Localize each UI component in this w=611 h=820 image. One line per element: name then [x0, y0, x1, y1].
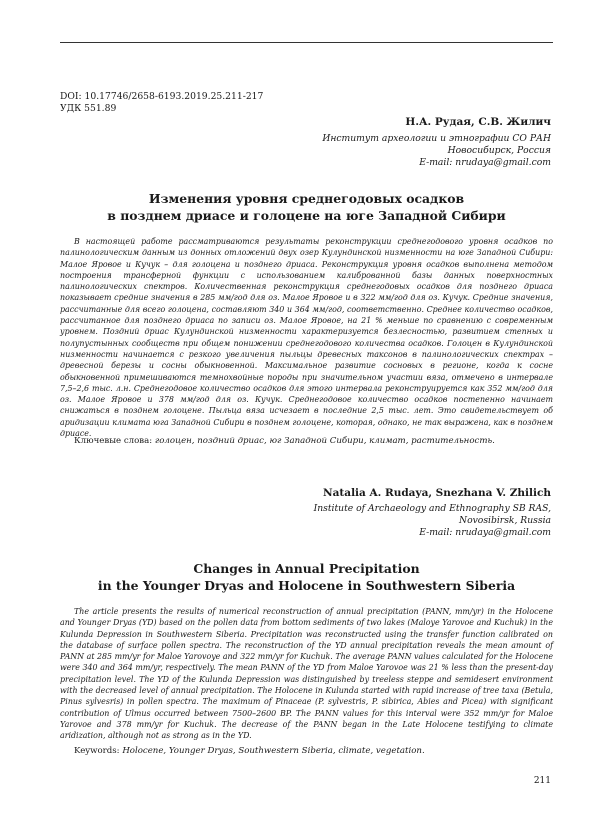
- title-en-line: Changes in Annual Precipitation: [193, 561, 420, 576]
- affiliation-en-line: Novosibirsk, Russia: [459, 515, 551, 526]
- affiliation-ru-line: Институт археологии и этнографии СО РАН: [322, 133, 551, 144]
- authors-en: Natalia A. Rudaya, Snezhana V. Zhilich: [323, 487, 551, 499]
- title-ru: [60, 190, 553, 224]
- udk: УДК 551.89: [60, 103, 117, 114]
- keywords-en: [74, 746, 553, 757]
- affiliation-en: [314, 503, 551, 539]
- keywords-en-values: Holocene, Younger Dryas, Southwestern Siberia, climate, vegetation.: [122, 746, 425, 756]
- keywords-ru-values: голоцен, поздний дриас, юг Западной Сибири, климат, растительность.: [154, 436, 495, 446]
- header-rule: [60, 42, 553, 43]
- authors-ru: Н.А. Рудая, С.В. Жилич: [405, 116, 551, 128]
- page-number: 211: [533, 776, 551, 786]
- abstract-en: The article presents the results of numerical reconstruction of annual precipitation (PANN, mm/yr) in the Holocene and Younger Dryas (YD) based on the pollen data from bottom sediments of two lakes (Maloye Yarovoe and Kuchuk) in the Kulunda Depression in Southwestern Siberia. Precipitation was reconstructed using the transfer function calibrated on the database of surface pollen spectra. The reconstruction of the YD annual precipitation reveals the mean amount of PANN at 285 mm/yr for Maloe Yarovoye and 322 mm/yr for Kuchuk. The average PANN values calculated for the Holocene were 340 and 364 mm/yr, respectively. The mean PANN of the YD from Maloe Yarovoe was 21 % less than the present-day precipitation level. The YD of the Kulunda Depression was distinguished by treeless steppe and semidesert environment with the decreased level of annual precipitation. The Holocene in Kulunda started with rapid increase of tree taxa (Betula, Pinus sylvesris) in pollen spectra. The maximum of Pinaceae (P. sylvestris, P. sibirica, Abies and Picea) with significant contribution of Ulmus occurred between 7500–2600 BP. The PANN values for this interval were 352 mm/yr for Maloe Yarovoe and 378 mm/yr for Kuchuk. The decrease of the PANN began in the Late Holocene testifying to climate aridization, although not as strong as in the YD.: [60, 607, 553, 741]
- title-ru-line: Изменения уровня среднегодовых осадков: [148, 191, 465, 206]
- title-en-line: in the Younger Dryas and Holocene in Southwestern Siberia: [97, 578, 516, 593]
- affiliation-ru-line: Новосибирск, Россия: [447, 145, 551, 156]
- affiliation-ru-line: E-mail: nrudaya@gmail.com: [419, 157, 551, 168]
- affiliation-en-line: Institute of Archaeology and Ethnography SB RAS,: [313, 503, 551, 514]
- title-ru-line: в позднем дриасе и голоцене на юге Западной Сибири: [107, 208, 506, 223]
- affiliation-en-line: E-mail: nrudaya@gmail.com: [419, 527, 551, 538]
- affiliation-ru: [322, 133, 551, 169]
- title-en: [60, 560, 553, 594]
- keywords-ru-label: Ключевые слова:: [74, 436, 153, 446]
- abstract-ru: В настоящей работе рассматриваются результаты реконструкции среднегодового уровня осадков по палинологическим данным из донных отложений двух озер Кулундинской низменности на юге Западной Сибири: Малое Яровое и Кучук – для голоцена и позднего дриаса. Реконструкция уровня осадков выполнена методом построения трансферной функции с использованием калиброванной базы данных поверхностных палинологических спектров. Количественная реконструкция среднегодовых осадков для позднего дриаса показывает средние значения в 285 мм/год для оз. Малое Яровое и в 322 мм/год для оз. Кучук. Средние значения, рассчитанные для всего голоцена, составляют 340 и 364 мм/год, соответственно. Среднее количество осадков, рассчитанное для позднего дриаса по записи оз. Малое Яровое, на 21 % меньше по сравнению с современным уровнем. Поздний дриас Кулундинской низменности характеризуется безлесностью, развитием степных и полупустынных сообществ при общем понижении среднегодового количества осадков. Голоцен в Кулундинской низменности начинается с резкого увеличения пыльцы древесных таксонов в палинологических спектрах – древесной березы и сосны обыкновенной. Максимальное развитие сосновых в регионе, когда к сосне обыкновенной примешиваются темнохвойные породы при значительном участии вяза, отмечено в интервале 7,5–2,6 тыс. л.н. Среднегодовое количество осадков для этого интервала реконструируется как 352 мм/год для оз. Малое Яровое и 378 мм/год для оз. Кучук. Среднегодовое количество осадков постепенно начинает снижаться в позднем голоцене. Пыльца вяза исчезает в последние 2,5 тыс. лет. Это свидетельствует об аридизации климата юга Западной Сибири в позднем голоцене, которая, однако, не так выражена, как в позднем дриасе.: [60, 237, 553, 439]
- keywords-en-label: Keywords:: [74, 746, 120, 756]
- doi: DOI: 10.17746/2658-6193.2019.25.211-217: [60, 91, 264, 102]
- keywords-ru: [74, 436, 553, 447]
